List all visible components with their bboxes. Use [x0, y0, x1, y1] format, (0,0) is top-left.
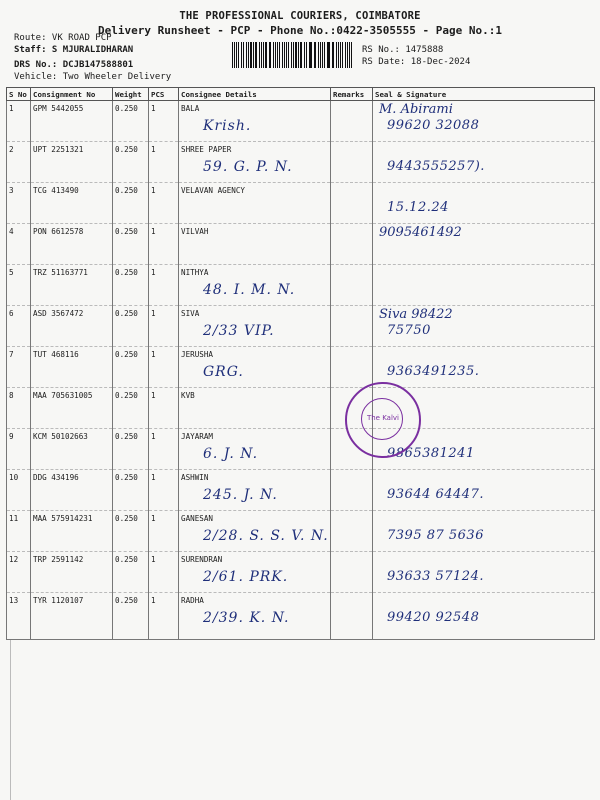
pcs-cell: 1	[149, 511, 179, 552]
pcs-cell: 1	[149, 429, 179, 470]
table-row	[7, 101, 595, 142]
barcode-bar	[324, 42, 325, 68]
sno-cell: 5	[7, 265, 31, 306]
column-header: Remarks	[331, 88, 373, 101]
table-row	[7, 306, 595, 347]
signature-cell	[373, 347, 595, 388]
barcode-bar	[291, 42, 292, 68]
table-row	[7, 388, 595, 429]
signature-cell	[373, 224, 595, 265]
consignee-cell	[179, 183, 331, 224]
consignment-cell: MAA 705631005	[31, 388, 113, 429]
consignee-cell	[179, 470, 331, 511]
signature-cell	[373, 306, 595, 347]
consignee-cell	[179, 552, 331, 593]
signature-cell	[373, 142, 595, 183]
consignee-cell	[179, 306, 331, 347]
consignee-cell	[179, 101, 331, 142]
consignee-name: SURENDRAN	[181, 555, 223, 564]
consignment-cell: UPT 2251321	[31, 142, 113, 183]
barcode-bar	[322, 42, 323, 68]
company-seal-stamp	[345, 382, 421, 458]
consignee-name: SHREE PAPER	[181, 145, 232, 154]
consignment-cell: KCM 50102663	[31, 429, 113, 470]
drs-label: DRS No.: DCJB147588801	[14, 60, 134, 70]
consignment-cell: TUT 468116	[31, 347, 113, 388]
route-label: Route: VK ROAD PCP	[14, 33, 112, 43]
handwritten-phone: 15.12.24	[387, 200, 449, 215]
handwritten-phone: 99620 32088	[387, 118, 480, 133]
barcode-bar	[345, 42, 346, 68]
barcode-bar	[279, 42, 280, 68]
signature-cell	[373, 101, 595, 142]
weight-cell: 0.250	[113, 101, 149, 142]
table-row	[7, 265, 595, 306]
barcode-bar	[310, 42, 311, 68]
barcode-bar	[301, 42, 302, 68]
remarks-cell	[331, 511, 373, 552]
consignee-cell	[179, 388, 331, 429]
weight-cell: 0.250	[113, 552, 149, 593]
consignment-cell: TCG 413490	[31, 183, 113, 224]
handwritten-signature: M. Abirami	[379, 102, 453, 117]
column-header: Consignee Details	[179, 88, 331, 101]
consignee-name: BALA	[181, 104, 200, 113]
signature-cell	[373, 183, 595, 224]
consignee-name: ASHWIN	[181, 473, 209, 482]
consignee-cell	[179, 224, 331, 265]
barcode-bar	[243, 42, 244, 68]
consignment-cell: TRZ 51163771	[31, 265, 113, 306]
remarks-cell	[331, 552, 373, 593]
weight-cell: 0.250	[113, 224, 149, 265]
consignee-cell	[179, 593, 331, 640]
handwritten-phone: 93633 57124.	[387, 569, 484, 584]
pcs-cell: 1	[149, 347, 179, 388]
sno-cell: 4	[7, 224, 31, 265]
margin-line	[10, 640, 11, 800]
sno-cell: 1	[7, 101, 31, 142]
barcode-bar	[286, 42, 287, 68]
remarks-cell	[331, 142, 373, 183]
handwritten-address: 59. G. P. N.	[203, 159, 293, 175]
weight-cell: 0.250	[113, 388, 149, 429]
handwritten-phone: 75750	[387, 323, 431, 338]
consignment-cell: ASD 3567472	[31, 306, 113, 347]
table-row	[7, 224, 595, 265]
rs-no-label: RS No.: 1475888	[362, 45, 444, 55]
pcs-cell: 1	[149, 470, 179, 511]
sno-cell: 10	[7, 470, 31, 511]
barcode-bar	[246, 42, 247, 68]
pcs-cell: 1	[149, 183, 179, 224]
table-row	[7, 347, 595, 388]
consignee-cell	[179, 142, 331, 183]
sno-cell: 13	[7, 593, 31, 640]
barcode-bar	[315, 42, 316, 68]
column-header: Seal & Signature	[373, 88, 595, 101]
handwritten-address: 245. J. N.	[203, 487, 278, 503]
barcode-bar	[256, 42, 257, 68]
column-header: PCS	[149, 88, 179, 101]
sno-cell: 7	[7, 347, 31, 388]
consignee-name: JERUSHA	[181, 350, 214, 359]
barcode-bar	[232, 42, 233, 68]
barcode-bar	[265, 42, 266, 68]
table-row	[7, 552, 595, 593]
handwritten-signature: Siva 98422	[379, 307, 453, 322]
table-row	[7, 429, 595, 470]
handwritten-phone: 9363491235.	[387, 364, 480, 379]
barcode-bar	[328, 42, 329, 68]
handwritten-phone: 9865381241	[387, 446, 475, 461]
signature-cell	[373, 593, 595, 640]
consignee-name: VELAVAN AGENCY	[181, 186, 246, 195]
consignment-cell: TYR 1120107	[31, 593, 113, 640]
pcs-cell: 1	[149, 388, 179, 429]
seal-text: The Kalvi	[366, 414, 400, 422]
column-header: S No	[7, 88, 31, 101]
consignee-name: KVB	[181, 391, 195, 400]
rs-date-label: RS Date: 18-Dec-2024	[362, 57, 471, 67]
handwritten-phone: 7395 87 5636	[387, 528, 484, 543]
remarks-cell	[331, 183, 373, 224]
remarks-cell	[331, 470, 373, 511]
remarks-cell	[331, 306, 373, 347]
table-row	[7, 511, 595, 552]
consignment-cell: DDG 434196	[31, 470, 113, 511]
sno-cell: 8	[7, 388, 31, 429]
pcs-cell: 1	[149, 593, 179, 640]
signature-cell	[373, 511, 595, 552]
pcs-cell: 1	[149, 306, 179, 347]
consignee-name: RADHA	[181, 596, 204, 605]
consignee-cell	[179, 511, 331, 552]
pcs-cell: 1	[149, 265, 179, 306]
sno-cell: 2	[7, 142, 31, 183]
signature-cell	[373, 265, 595, 306]
table-row	[7, 142, 595, 183]
handwritten-phone: 99420 92548	[387, 610, 480, 625]
handwritten-address: 2/33 VIP.	[203, 323, 275, 339]
consignment-cell: TRP 2591142	[31, 552, 113, 593]
consignee-name: VILVAH	[181, 227, 209, 236]
consignment-cell: MAA 575914231	[31, 511, 113, 552]
consignee-name: NITHYA	[181, 268, 209, 277]
handwritten-address: GRG.	[203, 364, 244, 380]
remarks-cell	[331, 593, 373, 640]
barcode-bar	[336, 42, 337, 68]
runsheet-subtitle: Delivery Runsheet - PCP - Phone No.:0422-3505555 - Page No.:1	[98, 24, 502, 37]
weight-cell: 0.250	[113, 470, 149, 511]
barcode-bar	[304, 42, 305, 68]
weight-cell: 0.250	[113, 306, 149, 347]
weight-cell: 0.250	[113, 183, 149, 224]
sno-cell: 12	[7, 552, 31, 593]
handwritten-address: 2/28. S. S. V. N.	[203, 528, 329, 544]
remarks-cell	[331, 101, 373, 142]
consignee-cell	[179, 265, 331, 306]
pcs-cell: 1	[149, 142, 179, 183]
sno-cell: 11	[7, 511, 31, 552]
barcode-bar	[351, 42, 352, 68]
signature-cell	[373, 470, 595, 511]
consignee-name: JAYARAM	[181, 432, 214, 441]
handwritten-address: 2/61. PRK.	[203, 569, 289, 585]
pcs-cell: 1	[149, 552, 179, 593]
table-row	[7, 470, 595, 511]
barcode	[232, 42, 354, 68]
barcode-bar	[277, 42, 278, 68]
consignment-cell: PON 6612578	[31, 224, 113, 265]
weight-cell: 0.250	[113, 593, 149, 640]
consignee-cell	[179, 347, 331, 388]
remarks-cell	[331, 347, 373, 388]
table-header-row	[7, 88, 595, 101]
barcode-bar	[295, 42, 296, 68]
company-title: THE PROFESSIONAL COURIERS, COIMBATORE	[179, 10, 421, 22]
barcode-bar	[250, 42, 251, 68]
handwritten-address: Krish.	[203, 118, 252, 134]
barcode-bar	[342, 42, 343, 68]
barcode-bar	[263, 42, 264, 68]
handwritten-address: 48. I. M. N.	[203, 282, 296, 298]
barcode-bar	[238, 42, 239, 68]
remarks-cell	[331, 265, 373, 306]
column-header: Consignment No	[31, 88, 113, 101]
handwritten-address: 6. J. N.	[203, 446, 259, 462]
consignment-cell: GPM 5442055	[31, 101, 113, 142]
pcs-cell: 1	[149, 224, 179, 265]
signature-cell	[373, 552, 595, 593]
table-row	[7, 593, 595, 640]
weight-cell: 0.250	[113, 347, 149, 388]
pcs-cell: 1	[149, 101, 179, 142]
vehicle-label: Vehicle: Two Wheeler Delivery	[14, 72, 172, 82]
consignee-name: SIVA	[181, 309, 200, 318]
consignee-name: GANESAN	[181, 514, 214, 523]
remarks-cell	[331, 224, 373, 265]
barcode-bar	[270, 42, 271, 68]
handwritten-signature: 9095461492	[379, 225, 462, 240]
weight-cell: 0.250	[113, 265, 149, 306]
column-header: Weight	[113, 88, 149, 101]
sno-cell: 9	[7, 429, 31, 470]
table-row	[7, 183, 595, 224]
weight-cell: 0.250	[113, 429, 149, 470]
handwritten-phone: 9443555257).	[387, 159, 485, 174]
sno-cell: 3	[7, 183, 31, 224]
handwritten-address: 2/39. K. N.	[203, 610, 290, 626]
staff-label: Staff: S MJURALIDHARAN	[14, 45, 134, 55]
weight-cell: 0.250	[113, 142, 149, 183]
sno-cell: 6	[7, 306, 31, 347]
handwritten-phone: 93644 64447.	[387, 487, 484, 502]
consignee-cell	[179, 429, 331, 470]
runsheet-table	[6, 87, 595, 640]
weight-cell: 0.250	[113, 511, 149, 552]
